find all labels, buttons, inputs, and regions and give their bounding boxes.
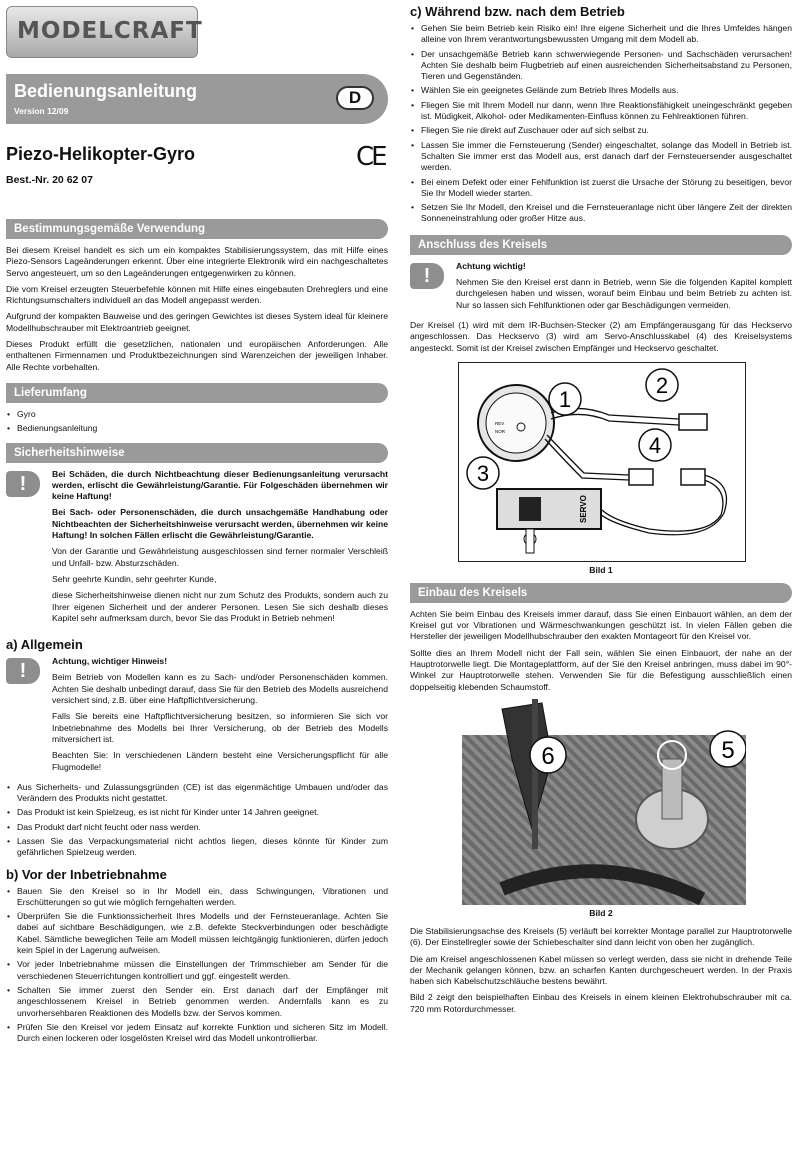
list-item: • Gehen Sie beim Betrieb kein Risiko ein! Ihre eigene Sicherheit und die Ihres Umfeldes hängen alleine von Ihrem verantwortungsbewussten Umgang mit dem Modell ab. <box>410 23 792 46</box>
list-item: • Bedienungsanleitung <box>6 423 388 434</box>
manual-title-bar <box>6 74 388 124</box>
paragraph: Aufgrund der kompakten Bauweise und des geringen Gewichtes ist dieses System ideal für kleinere Modellhubschrauber mit Elektroantrieb geeignet. <box>6 311 388 333</box>
paragraph: Falls Sie bereits eine Haftpflichtversicherung besitzen, so informieren Sie sich vor Inbetriebnahme des Modells bei Ihrer Versicherung, ob der Betrieb des Modells mitversichert ist. <box>52 711 388 744</box>
gyro-label-nor: NOR <box>495 428 505 434</box>
section-heading-sicherheit: Sicherheitshinweise <box>6 443 388 463</box>
general-list <box>6 782 388 859</box>
list-item: • Bauen Sie den Kreisel so in Ihr Modell ein, dass Schwingungen, Vibrationen und Erschütterungen so gut wie möglich ferngehalten werden. <box>6 886 388 909</box>
paragraph: Von der Garantie und Gewährleistung ausgeschlossen sind ferner normaler Verschleiß und Unfall- bzw. Absturzschäden. <box>52 546 388 568</box>
left-body <box>6 219 388 1048</box>
callout-5-label: 5 <box>721 736 735 764</box>
callout-2-label: 2 <box>655 372 669 398</box>
paragraph: Die am Kreisel angeschlossenen Kabel müssen so verlegt werden, dass sie nicht in drehende Teile der Mechanik gelangen können, bzw. an scharfen Kanten durchgescheuert werden. In der Praxis haben sich Kabelschutzschläuche bestens bewährt. <box>410 953 792 987</box>
servo-connector-male <box>681 469 705 485</box>
paragraph: Bei Sach- oder Personenschäden, die durch unsachgemäße Handhabung oder Nichtbeachten der Sicherheitshinweise verursacht werden, übernehmen wir keine Haftung! In solchen Fällen erlischt die Gewährleistung/Garantie. <box>52 507 388 541</box>
right-body <box>410 4 792 1020</box>
brand-logo <box>6 6 203 58</box>
paragraph: Dieses Produkt erfüllt die gesetzlichen, nationalen und europäischen Anforderungen. Alle enthaltenen Firmennamen und Produktbezeichnungen sind Warenzeichen der jeweiligen Inhaber. Alle Rechte vorbehalten. <box>6 339 388 372</box>
list-item: • Vor jeder Inbetriebnahme müssen die Einstellungen der Trimmschieber am Sender für die verschiedenen Steuerrichtungen kontrolliert und ggf. eingestellt werden. <box>6 959 388 982</box>
gyro-unit <box>478 385 554 461</box>
warning-icon: ! <box>410 263 444 289</box>
section-heading-anschluss: Anschluss des Kreisels <box>410 235 792 255</box>
list-item: • Fliegen Sie nie direkt auf Zuschauer oder auf sich selbst zu. <box>410 125 792 136</box>
subheading-betrieb: c) Während bzw. nach dem Betrieb <box>410 4 625 19</box>
servo-label: SERVO <box>579 494 588 523</box>
list-item: • Überprüfen Sie die Funktionssicherheit Ihres Modells und der Fernsteueranlage. Achten Sie dabei auf sichtbare Beschädigungen, wie z.B. defekte Steckverbindungen oder beschädigte Kabel. Sämtliche beweglichen Teile am Modell müssen leichtgängig funktionieren, dürfen jedoch kein Spiel in der Lagerung aufweisen. <box>6 911 388 956</box>
paragraph: Sollte dies an Ihrem Modell nicht der Fall sein, wählen Sie einen Einbauort, der nahe an der Hauptrotorwelle liegt. Die Montageplattform, auf der Sie den Kreisel anbringen, muss dabei im 90°-Winkel zur Hauptrotorwelle stehen. Verwenden Sie für die Befestigung ausschließlich einen doppelseitig klebenden Schaumstoff. <box>410 647 792 692</box>
version-label: Version 12/09 <box>14 106 69 116</box>
paragraph: Der Kreisel (1) wird mit dem IR-Buchsen-Stecker (2) am Empfängerausgang für das Heckservo angeschlossen. Das Heckservo (3) wird am Servo-Anschlusskabel (4) des Kreiselsystems angesteckt. Somit ist der Kreisel zwischen Empfänger und Heckservo geschaltet. <box>410 319 792 353</box>
warning-icon: ! <box>6 471 40 497</box>
list-item: • Das Produkt ist kein Spielzeug, es ist nicht für Kinder unter 14 Jahren geeignet. <box>6 807 388 818</box>
wiring-diagram-svg <box>459 363 745 561</box>
paragraph: Die Stabilisierungsachse des Kreisels (5) verläuft bei korrekter Montage parallel zur Hauptrotorwelle (6). Der Einstellregler sowie der Schiebeschalter sind dann leicht von oben her zugänglich. <box>410 925 792 948</box>
general-warning-block <box>6 656 388 778</box>
list-item: • Setzen Sie Ihr Modell, den Kreisel und die Fernsteueranlage nicht über längere Zeit der direkten Sonneneinstrahlung oder großer Hitze aus. <box>410 202 792 225</box>
list-item: • Lassen Sie immer die Fernsteuerung (Sender) eingeschaltet, solange das Modell in Betrieb ist. Schalten Sie immer erst das Modell aus, erst danach darf der Fernsteuersender ausgeschaltet werden. <box>410 140 792 174</box>
servo-connector-female <box>629 469 653 485</box>
section-heading-lieferumfang: Lieferumfang <box>6 383 388 403</box>
paragraph: Achten Sie beim Einbau des Kreisels immer darauf, dass Sie einen Einbauort wählen, an dem der Kreisel gut vor Vibrationen und Wärmeschwankungen geschützt ist. In vielen Fällen geben die Hersteller der jeweiligen Modellhubschrauber den exakten Montageort für den Kreisel vor. <box>410 608 792 642</box>
subheading-vor-inbetriebnahme: b) Vor der Inbetriebnahme <box>6 866 167 882</box>
list-item: • Prüfen Sie den Kreisel vor jedem Einsatz auf korrekte Funktion und sicheren Sitz im Modell. Durch einen lockeren oder losgelösten Kreisel wird das Modell unkontrollierbar. <box>6 1022 388 1045</box>
section-heading-einbau: Einbau des Kreisels <box>410 583 792 603</box>
paragraph: Sehr geehrte Kundin, sehr geehrter Kunde, <box>52 573 217 584</box>
paragraph: Nehmen Sie den Kreisel erst dann in Betrieb, wenn Sie die folgenden Kapitel komplett durchgelesen haben und wissen, worauf beim Einbau und beim Betrieb zu achten ist. Nur so lassen sich Fehlfunktionen oder gar Beschädigungen vermeiden. <box>456 277 792 310</box>
manual-title: Bedienungsanleitung <box>14 81 198 101</box>
before-operation-list <box>6 886 388 1045</box>
figure-1-wiring-diagram <box>458 362 746 562</box>
brand-logo-text: MODELCRAFT <box>17 18 203 44</box>
paragraph: Bild 2 zeigt den beispielhaften Einbau des Kreisels in einem kleinen Elektrohubschrauber mit ca. 720 mm Rotordurchmesser. <box>410 992 792 1014</box>
ce-mark: CE <box>356 142 385 172</box>
callout-6-label: 6 <box>541 742 555 770</box>
product-title: Piezo-Helikopter-Gyro <box>6 144 196 164</box>
list-item: • Lassen Sie das Verpackungsmaterial nicht achtlos liegen, dieses könnte für Kinder zum gefährlichen Spielzeug werden. <box>6 836 388 859</box>
scope-list <box>6 409 388 435</box>
list-item: • Wählen Sie ein geeignetes Gelände zum Betrieb Ihres Modells aus. <box>410 85 792 96</box>
subheading-allgemein: a) Allgemein <box>6 637 83 653</box>
list-item: • Das Produkt darf nicht feucht oder nass werden. <box>6 822 388 833</box>
list-item: • Bei einem Defekt oder einer Fehlfunktion ist zuerst die Ursache der Störung zu beseitigen, bevor Sie Ihr Modell wieder starten. <box>410 177 792 200</box>
installation-photo-svg <box>462 699 746 905</box>
warning-icon: ! <box>6 658 40 684</box>
connection-warning-block <box>410 261 792 316</box>
warning-title: Achtung wichtig! <box>456 260 526 271</box>
figure-2-installation-photo <box>462 699 746 905</box>
gyro-label-rev: REV <box>495 420 505 426</box>
figure-2-caption: Bild 2 <box>589 907 613 918</box>
list-item: • Aus Sicherheits- und Zulassungsgründen (CE) ist das eigenmächtige Umbauen und/oder das Verändern des Produkts nicht gestattet. <box>6 782 388 805</box>
list-item: • Fliegen Sie mit Ihrem Modell nur dann, wenn Ihre Reaktionsfähigkeit uneingeschränkt gegeben ist. Müdigkeit, Alkohol- oder Medikamenten-Einfluss können zu Fehlreaktionen führen. <box>410 100 792 123</box>
operation-list <box>410 23 792 225</box>
callout-3-label: 3 <box>476 460 490 486</box>
order-number: Best.-Nr. 20 62 07 <box>6 174 93 186</box>
paragraph: Bei Schäden, die durch Nichtbeachtung dieser Bedienungsanleitung verursacht werden, erlischt die Gewährleistung/Garantie. Für Folgeschäden übernehmen wir keine Haftung! <box>52 468 388 502</box>
receiver-connector <box>679 414 707 430</box>
safety-warning-block <box>6 469 388 630</box>
paragraph: diese Sicherheitshinweise dienen nicht nur zum Schutz des Produkts, sondern auch zu Ihrer eigenen Sicherheit und der anderer Personen. Lesen Sie sich deshalb dieses Kapitel sehr aufmerksam durch, bevor Sie das Produkt in Betrieb nehmen! <box>52 590 388 623</box>
language-badge: D <box>336 86 374 110</box>
paragraph: Bei diesem Kreisel handelt es sich um ein kompaktes Stabilisierungssystem, das mit Hilfe eines Piezo-Sensors Lageänderungen erkennt. Über eine integrierte Elektronik wird ein nachgeschaltetes Servo angesteuert, um so den Lageänderungen entgegenwirken zu können. <box>6 245 388 278</box>
callout-4-label: 4 <box>648 432 662 458</box>
warning-title: Achtung, wichtiger Hinweis! <box>52 656 168 667</box>
paragraph: Beim Betrieb von Modellen kann es zu Sach- und/oder Personenschäden kommen. Achten Sie deshalb unbedingt darauf, dass Sie für den Betrieb des Modells ausreichend versichert sind, z.B. über eine Haftpflichtversicherung. <box>52 672 388 706</box>
paragraph: Beachten Sie: In verschiedenen Ländern besteht eine Versicherungspflicht für alle Flugmodelle! <box>52 750 388 772</box>
section-heading-bestimmung: Bestimmungsgemäße Verwendung <box>6 219 388 239</box>
paragraph: Die vom Kreisel erzeugten Steuerbefehle können mit Hilfe eines eingebauten Drehreglers und eine Richtungsumschalters individuell an das Modell angepasst werden. <box>6 283 388 306</box>
list-item: • Der unsachgemäße Betrieb kann schwerwiegende Personen- und Sachschäden verursachen! Achten Sie deshalb beim Flugbetrieb auf einen ausreichenden Sicherheitsabstand zu Personen, Tieren und Gegenständen. <box>410 49 792 83</box>
list-item: • Gyro <box>6 409 388 420</box>
callout-1-label: 1 <box>558 386 572 412</box>
list-item: • Schalten Sie immer zuerst den Sender ein. Erst danach darf der Empfänger mit angeschlossenem Kreisel in Betrieb genommen werden. Andernfalls kann es zu unvorhersehbaren Reaktionen des Modells bzw. der Servos kommen. <box>6 985 388 1019</box>
figure-1-caption: Bild 1 <box>589 564 613 575</box>
